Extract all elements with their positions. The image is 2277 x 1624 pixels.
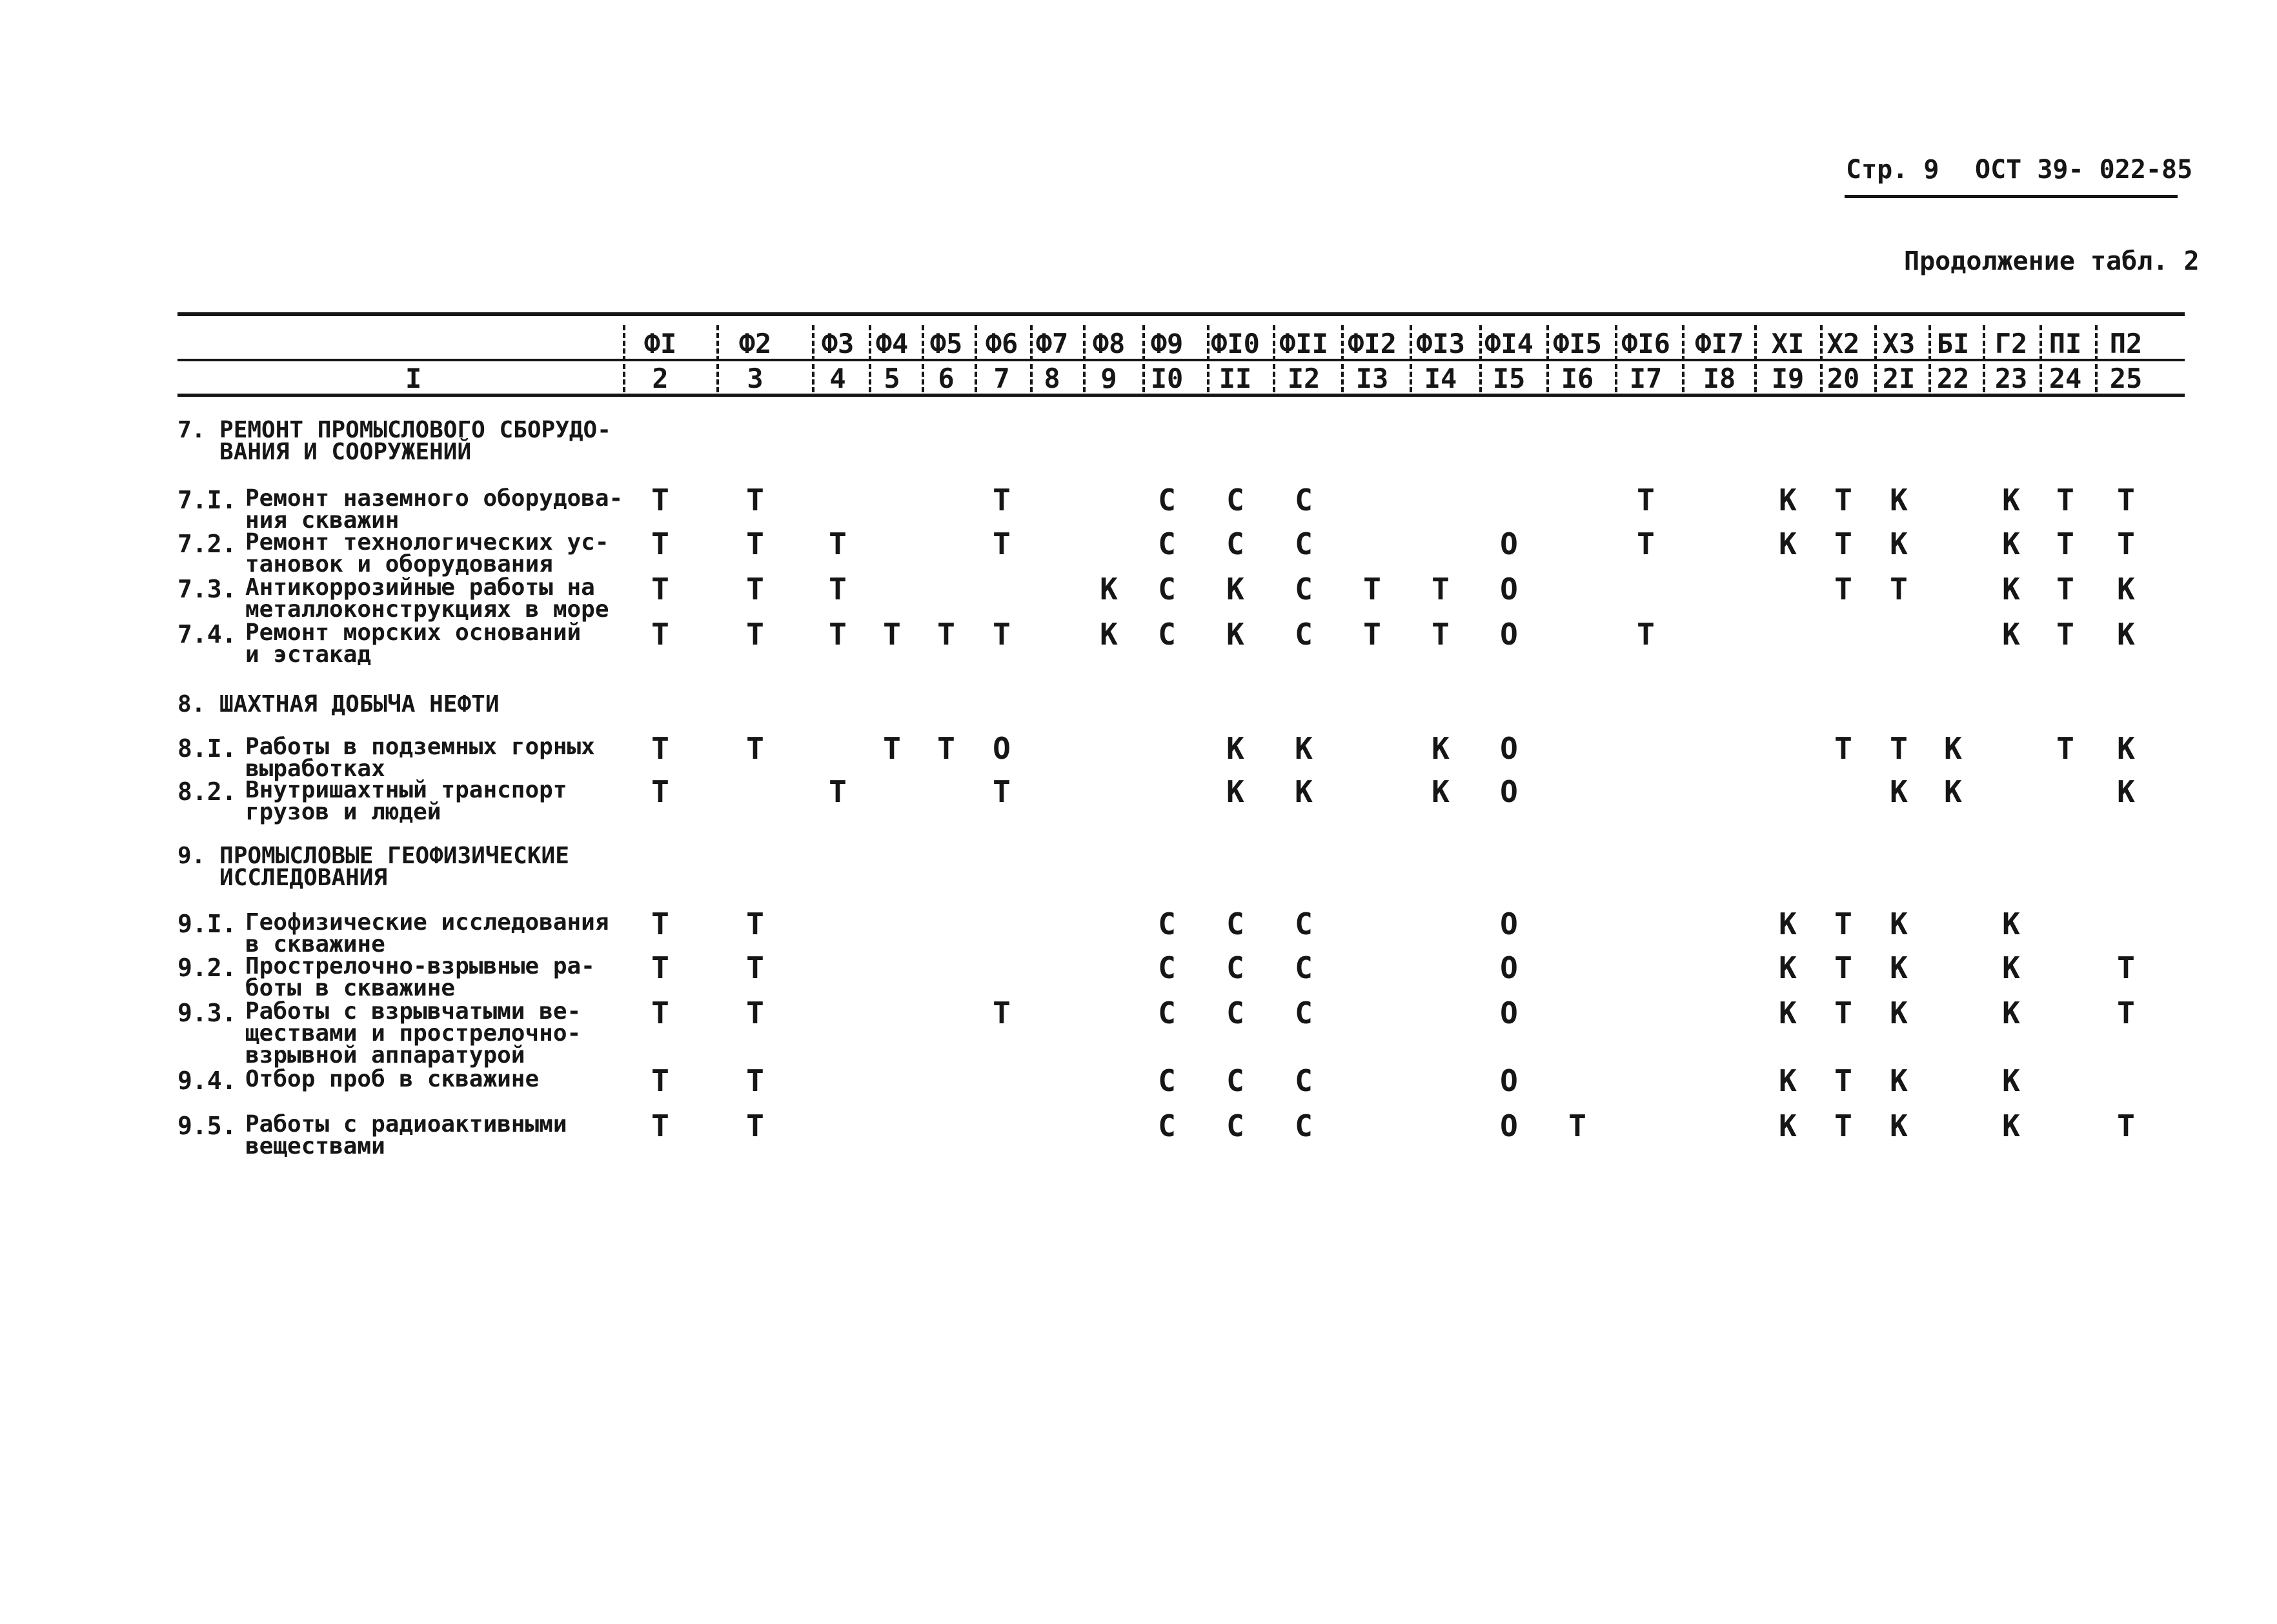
table-cell-mark: С	[1226, 907, 1244, 941]
column-number: 2I	[1882, 363, 1916, 394]
table-cell-mark: Т	[883, 617, 901, 652]
column-number: 7	[993, 363, 1010, 394]
row-number: 8.2.	[177, 777, 237, 806]
column-number: 3	[747, 363, 764, 394]
table-cell-mark: Т	[937, 731, 955, 766]
table-cell-mark: Т	[2117, 996, 2135, 1030]
table-cell-mark: Т	[746, 731, 764, 766]
column-separator	[1410, 325, 1412, 392]
table-cell-mark: С	[1295, 1108, 1313, 1143]
row-name	[245, 998, 582, 1068]
page-number: Стр. 9	[1846, 155, 1939, 185]
table-cell-mark: Т	[1637, 617, 1655, 652]
row-name-line: ния скважин	[245, 507, 400, 534]
column-header: ФI7	[1695, 328, 1744, 359]
column-number: 8	[1044, 363, 1060, 394]
column-number-1: I	[405, 363, 422, 394]
row-name	[245, 779, 567, 823]
row-name-line: Антикоррозийные работы на	[245, 574, 595, 601]
column-header: ФI6	[1621, 328, 1670, 359]
row-name-line: тановок и оборудования	[245, 551, 553, 577]
table-cell-mark: Т	[1834, 572, 1852, 606]
row-name-line: в скважине	[245, 931, 385, 957]
table-cell-mark: К	[2117, 617, 2135, 652]
table-continuation-label: Продолжение табл. 2	[1904, 246, 2200, 276]
table-cell-mark: Т	[2117, 483, 2135, 517]
table-cell-mark: Т	[1834, 950, 1852, 985]
table-cell-mark: К	[2117, 774, 2135, 809]
column-number: I9	[1771, 363, 1805, 394]
section-title	[177, 419, 611, 463]
table-cell-mark: О	[1500, 996, 1518, 1030]
row-name	[245, 529, 609, 577]
table-cell-mark: С	[1226, 996, 1244, 1030]
table-cell-mark: Т	[1432, 617, 1450, 652]
row-name-line: Отбор проб в скважине	[245, 1066, 540, 1092]
table-cell-mark: К	[1890, 483, 1908, 517]
table-cell-mark: Т	[1568, 1108, 1586, 1143]
row-number: 8.I.	[177, 734, 237, 763]
table-cell-mark: С	[1158, 526, 1176, 561]
table-cell-mark: Т	[1834, 483, 1852, 517]
table-cell-mark: Т	[1363, 572, 1381, 606]
column-separator	[716, 325, 719, 392]
table-cell-mark: Т	[2117, 1108, 2135, 1143]
table-cell-mark: К	[2002, 950, 2020, 985]
column-header: Ф8	[1092, 328, 1126, 359]
column-number: 4	[829, 363, 846, 394]
table-cell-mark: К	[1432, 774, 1450, 809]
table-cell-mark: О	[993, 731, 1011, 766]
column-header: Ф6	[985, 328, 1018, 359]
column-separator	[1820, 325, 1823, 392]
column-header: Ф4	[875, 328, 909, 359]
table-cell-mark: К	[2002, 483, 2020, 517]
table-cell-mark: С	[1158, 1108, 1176, 1143]
table-cell-mark: К	[1890, 526, 1908, 561]
table-cell-mark: Т	[2056, 617, 2074, 652]
column-separator	[1273, 325, 1275, 392]
column-number: I7	[1629, 363, 1663, 394]
table-cell-mark: С	[1158, 907, 1176, 941]
row-name-line: Внутришахтный транспорт	[245, 777, 567, 803]
column-number: 20	[1827, 363, 1860, 394]
column-header: Ф3	[821, 328, 855, 359]
column-number: 25	[2109, 363, 2143, 394]
column-separator	[1983, 325, 1985, 392]
column-header: ФI	[643, 328, 677, 359]
table-cell-mark: К	[1779, 907, 1797, 941]
row-number: 7.I.	[177, 486, 237, 514]
table-cell-mark: К	[1890, 950, 1908, 985]
column-header: Ф9	[1150, 328, 1184, 359]
column-number: I8	[1703, 363, 1736, 394]
table-cell-mark: С	[1158, 996, 1176, 1030]
column-number: I3	[1355, 363, 1389, 394]
row-name-line: веществами	[245, 1133, 385, 1159]
column-number: I0	[1150, 363, 1184, 394]
section-title-line: ИССЛЕДОВАНИЯ	[177, 865, 388, 891]
table-cell-mark: Т	[746, 907, 764, 941]
table-cell-mark: О	[1500, 950, 1518, 985]
column-number: 9	[1100, 363, 1117, 394]
table-cell-mark: К	[1779, 1108, 1797, 1143]
table-cell-mark: Т	[829, 617, 847, 652]
table-cell-mark: Т	[746, 1108, 764, 1143]
column-separator	[869, 325, 871, 392]
table-cell-mark: С	[1295, 996, 1313, 1030]
table-cell-mark: Т	[993, 996, 1011, 1030]
table-cell-mark: С	[1226, 526, 1244, 561]
table-cell-mark: О	[1500, 907, 1518, 941]
table-cell-mark: К	[2002, 526, 2020, 561]
table-cell-mark: Т	[829, 526, 847, 561]
table-cell-mark: С	[1295, 572, 1313, 606]
table-cell-mark: Т	[993, 526, 1011, 561]
column-header: ФII	[1279, 328, 1328, 359]
row-name-line: Работы в подземных горных	[245, 734, 595, 760]
row-name-line: Ремонт технологических ус-	[245, 529, 609, 556]
table-cell-mark: К	[1100, 617, 1118, 652]
row-name-line: боты в скважине	[245, 975, 456, 1001]
table-cell-mark: Т	[2117, 526, 2135, 561]
column-header: Ф2	[738, 328, 772, 359]
table-cell-mark: Т	[1637, 483, 1655, 517]
row-name-line: Работы с радиоактивными	[245, 1111, 567, 1138]
table-cell-mark: Т	[651, 483, 669, 517]
row-name-line: ществами и прострелочно-	[245, 1020, 582, 1047]
column-number: 6	[938, 363, 955, 394]
table-cell-mark: Т	[1834, 1108, 1852, 1143]
column-number: 22	[1936, 363, 1970, 394]
section-title-line: 7. РЕМОНТ ПРОМЫСЛОВОГО СБОРУДО-	[177, 417, 611, 443]
column-separator	[1479, 325, 1482, 392]
row-name	[245, 953, 595, 1001]
table-cell-mark: Т	[651, 526, 669, 561]
column-header: ПI	[2049, 328, 2082, 359]
table-cell-mark: К	[1432, 731, 1450, 766]
column-header: БI	[1936, 328, 1970, 359]
table-cell-mark: К	[1890, 1063, 1908, 1098]
table-cell-mark: Т	[1834, 1063, 1852, 1098]
section-title	[177, 845, 569, 889]
table-cell-mark: О	[1500, 731, 1518, 766]
table-cell-mark: Т	[1890, 731, 1908, 766]
table-cell-mark: С	[1295, 1063, 1313, 1098]
table-cell-mark: С	[1158, 572, 1176, 606]
table-cell-mark: Т	[651, 996, 669, 1030]
table-cell-mark: К	[1226, 617, 1244, 652]
table-cell-mark: К	[1890, 1108, 1908, 1143]
row-name-line: Прострелочно-взрывные ра-	[245, 953, 595, 979]
table-cell-mark: Т	[1890, 572, 1908, 606]
table-cell-mark: О	[1500, 617, 1518, 652]
row-name-line: Работы с взрывчатыми ве-	[245, 998, 582, 1025]
table-cell-mark: К	[1890, 996, 1908, 1030]
column-number: 23	[1994, 363, 2028, 394]
column-separator	[1754, 325, 1757, 392]
column-separator	[1083, 325, 1086, 392]
column-number: I4	[1424, 363, 1457, 394]
table-cell-mark: Т	[1834, 526, 1852, 561]
row-number: 7.4.	[177, 620, 237, 648]
table-cell-mark: Т	[651, 731, 669, 766]
table-cell-mark: Т	[993, 483, 1011, 517]
table-cell-mark: О	[1500, 774, 1518, 809]
row-number: 9.I.	[177, 910, 237, 938]
table-cell-mark: К	[1890, 774, 1908, 809]
table-cell-mark: К	[1295, 731, 1313, 766]
table-cell-mark: Т	[2056, 572, 2074, 606]
table-cell-mark: К	[1779, 483, 1797, 517]
column-number: 24	[2049, 363, 2082, 394]
column-header: Ф7	[1035, 328, 1069, 359]
table-cell-mark: Т	[746, 526, 764, 561]
table-cell-mark: Т	[651, 774, 669, 809]
table-cell-mark: Т	[883, 731, 901, 766]
table-cell-mark: Т	[1834, 996, 1852, 1030]
row-name-line: и эстакад	[245, 641, 372, 668]
table-cell-mark: С	[1295, 526, 1313, 561]
table-cell-mark: К	[1779, 996, 1797, 1030]
column-separator	[1682, 325, 1685, 392]
table-cell-mark: К	[1779, 526, 1797, 561]
table-rule-top	[177, 312, 2185, 316]
row-name	[245, 736, 595, 780]
section-title	[177, 691, 500, 717]
table-cell-mark: К	[1226, 774, 1244, 809]
column-header: ФI4	[1484, 328, 1533, 359]
table-cell-mark: К	[2117, 572, 2135, 606]
column-header: ФI3	[1416, 328, 1465, 359]
table-cell-mark: С	[1295, 483, 1313, 517]
row-name-line: взрывной аппаратурой	[245, 1042, 525, 1068]
row-name	[245, 909, 609, 957]
table-cell-mark: Т	[651, 572, 669, 606]
table-cell-mark: С	[1295, 907, 1313, 941]
table-cell-mark: К	[2002, 996, 2020, 1030]
column-separator	[975, 325, 977, 392]
table-cell-mark: Т	[2056, 731, 2074, 766]
column-header: ФI5	[1553, 328, 1602, 359]
table-cell-mark: Т	[746, 617, 764, 652]
row-number: 7.2.	[177, 530, 237, 558]
column-separator	[2095, 325, 2098, 392]
table-cell-mark: К	[1226, 731, 1244, 766]
table-cell-mark: К	[2117, 731, 2135, 766]
column-separator	[1030, 325, 1033, 392]
table-cell-mark: С	[1158, 483, 1176, 517]
column-number: 5	[884, 363, 900, 394]
table-cell-mark: Т	[1363, 617, 1381, 652]
table-cell-mark: С	[1158, 617, 1176, 652]
row-name	[245, 619, 582, 668]
section-title-line: 9. ПРОМЫСЛОВЫЕ ГЕОФИЗИЧЕСКИЕ	[177, 843, 569, 869]
table-cell-mark: Т	[993, 774, 1011, 809]
row-number: 7.3.	[177, 575, 237, 603]
table-cell-mark: К	[1890, 907, 1908, 941]
table-cell-mark: Т	[1834, 907, 1852, 941]
table-cell-mark: С	[1226, 1108, 1244, 1143]
table-cell-mark: С	[1158, 1063, 1176, 1098]
table-cell-mark: Т	[2056, 483, 2074, 517]
row-name-line: Геофизические исследования	[245, 909, 609, 936]
table-cell-mark: С	[1295, 950, 1313, 985]
row-name	[245, 1068, 539, 1090]
row-name-line: выработках	[245, 756, 385, 782]
table-cell-mark: О	[1500, 572, 1518, 606]
table-cell-mark: Т	[746, 1063, 764, 1098]
column-header: XI	[1771, 328, 1805, 359]
table-cell-mark: С	[1158, 950, 1176, 985]
column-number: I6	[1561, 363, 1594, 394]
column-separator	[1207, 325, 1209, 392]
row-number: 9.4.	[177, 1067, 237, 1095]
table-cell-mark: Т	[1834, 731, 1852, 766]
column-separator	[1142, 325, 1145, 392]
table-cell-mark: Т	[829, 774, 847, 809]
row-name	[245, 485, 623, 534]
header-underline	[1845, 195, 2178, 198]
table-cell-mark: К	[1944, 774, 1962, 809]
table-cell-mark: Т	[651, 617, 669, 652]
table-cell-mark: К	[2002, 907, 2020, 941]
table-cell-mark: С	[1295, 617, 1313, 652]
column-number: 2	[652, 363, 669, 394]
column-separator	[922, 325, 924, 392]
row-name-line: Ремонт наземного оборудова-	[245, 485, 623, 512]
table-cell-mark: Т	[651, 907, 669, 941]
column-header: X3	[1882, 328, 1916, 359]
row-number: 9.2.	[177, 954, 237, 982]
table-cell-mark: С	[1226, 1063, 1244, 1098]
column-separator	[1874, 325, 1877, 392]
table-cell-mark: Т	[829, 572, 847, 606]
column-separator	[812, 325, 815, 392]
row-name	[245, 574, 609, 623]
table-cell-mark: Т	[937, 617, 955, 652]
table-cell-mark: Т	[993, 617, 1011, 652]
table-cell-mark: Т	[651, 950, 669, 985]
table-cell-mark: О	[1500, 1063, 1518, 1098]
column-header: Ф5	[929, 328, 963, 359]
row-number: 9.5.	[177, 1112, 237, 1140]
table-cell-mark: Т	[2056, 526, 2074, 561]
table-cell-mark: К	[2002, 617, 2020, 652]
section-title-line: ВАНИЯ И СООРУЖЕНИЙ	[177, 439, 472, 465]
table-cell-mark: К	[1944, 731, 1962, 766]
column-header: Г2	[1994, 328, 2028, 359]
table-cell-mark: О	[1500, 1108, 1518, 1143]
section-title-line: 8. ШАХТНАЯ ДОБЫЧА НЕФТИ	[177, 691, 500, 717]
column-number: I5	[1492, 363, 1526, 394]
column-separator	[1546, 325, 1549, 392]
column-separator	[1341, 325, 1344, 392]
table-cell-mark: Т	[746, 996, 764, 1030]
row-name-line: металлоконструкциях в море	[245, 596, 609, 623]
table-cell-mark: Т	[746, 483, 764, 517]
table-cell-mark: Т	[651, 1108, 669, 1143]
table-cell-mark: К	[1779, 950, 1797, 985]
table-cell-mark: Т	[651, 1063, 669, 1098]
table-cell-mark: С	[1226, 950, 1244, 985]
column-header: X2	[1827, 328, 1860, 359]
table-cell-mark: О	[1500, 526, 1518, 561]
column-header: ФI0	[1211, 328, 1260, 359]
column-header: П2	[2109, 328, 2143, 359]
table-cell-mark: К	[2002, 1108, 2020, 1143]
table-cell-mark: К	[1295, 774, 1313, 809]
table-cell-mark: К	[2002, 572, 2020, 606]
table-cell-mark: Т	[1432, 572, 1450, 606]
row-name	[245, 1111, 567, 1159]
table-cell-mark: Т	[1637, 526, 1655, 561]
table-cell-mark: К	[1100, 572, 1118, 606]
column-header: ФI2	[1348, 328, 1397, 359]
table-cell-mark: К	[1226, 572, 1244, 606]
row-name-line: грузов и людей	[245, 799, 441, 825]
row-name-line: Ремонт морских оснований	[245, 619, 582, 646]
column-separator	[623, 325, 625, 392]
table-cell-mark: Т	[746, 950, 764, 985]
document-code: ОСТ 39- 022-85	[1975, 155, 2193, 185]
column-number: I2	[1287, 363, 1321, 394]
row-number: 9.3.	[177, 999, 237, 1027]
column-separator	[2039, 325, 2042, 392]
column-separator	[1615, 325, 1617, 392]
table-cell-mark: Т	[2117, 950, 2135, 985]
table-cell-mark: Т	[746, 572, 764, 606]
table-cell-mark: К	[1779, 1063, 1797, 1098]
column-separator	[1928, 325, 1931, 392]
column-number: II	[1219, 363, 1252, 394]
table-cell-mark: К	[2002, 1063, 2020, 1098]
table-cell-mark: С	[1226, 483, 1244, 517]
